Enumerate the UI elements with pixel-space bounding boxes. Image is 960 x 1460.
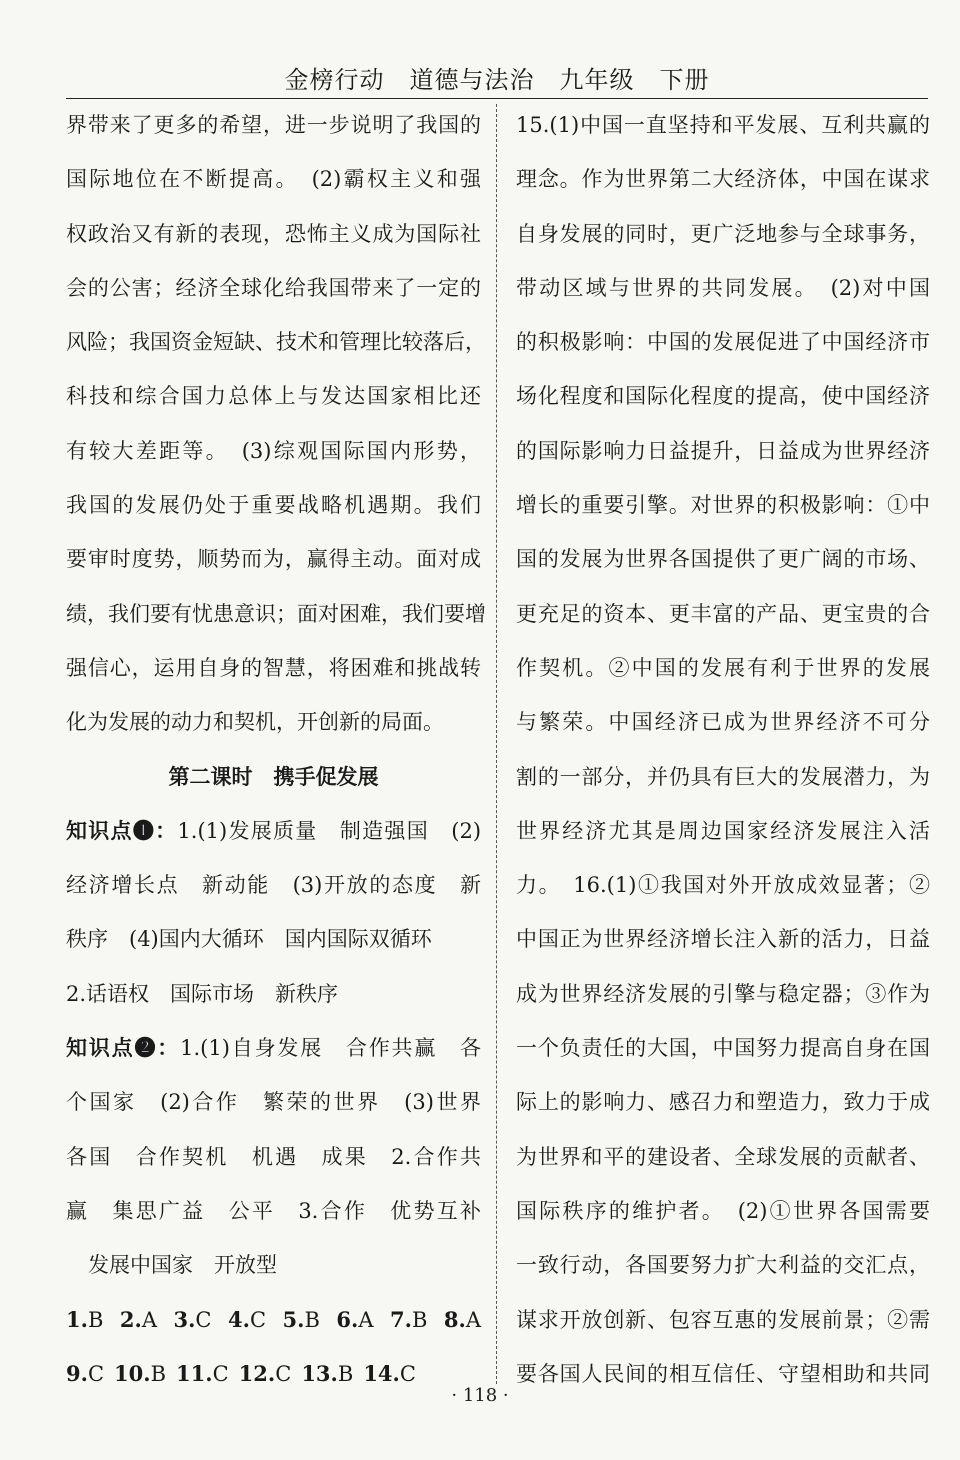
knowledge-point-1-line: 2.话语权 国际市场 新秩序: [66, 981, 339, 1006]
text-line: 力。 16.(1)①我国对外开放成效显著；②: [516, 873, 930, 898]
answers-row-1: [66, 1293, 481, 1347]
answer: 13.B: [301, 1360, 354, 1386]
answer: 14.C: [363, 1360, 416, 1386]
answer: 4.C: [228, 1306, 267, 1332]
right-column: [516, 98, 930, 1401]
answer: 11.C: [176, 1360, 229, 1386]
answer: 3.C: [173, 1306, 212, 1332]
answer: 2.A: [119, 1306, 157, 1332]
knowledge-point-1-line: [66, 804, 481, 858]
text-line: 自身发展的同时，更广泛地参与全球事务，: [516, 221, 930, 246]
knowledge-point-1-line: 秩序 (4)国内大循环 国内国际双循环: [66, 927, 432, 952]
text-line: 一个负责任的大国，中国努力提高自身在国: [516, 1036, 930, 1061]
knowledge-point-2-line: 各国 合作契机 机遇 成果 2.合作共: [66, 1144, 481, 1169]
text-line: 际上的影响力、感召力和塑造力，致力于成: [516, 1090, 930, 1115]
text-line: 界带来了更多的希望，进一步说明了我国的: [66, 113, 481, 137]
text-line: 科技和综合国力总体上与发达国家相比还: [66, 384, 481, 409]
knowledge-point-2-line: [66, 1021, 481, 1075]
knowledge-point-1-line: 经济增长点 新动能 (3)开放的态度 新: [66, 873, 481, 898]
text-line: 带动区域与世界的共同发展。 (2)对中国: [516, 275, 930, 300]
left-column: [66, 98, 486, 1401]
answer: 6.A: [336, 1306, 374, 1332]
text-line: 场化程度和国际化程度的提高，使中国经济: [516, 384, 930, 409]
text-line: 绩，我们要有忧患意识；面对困难，我们要增: [66, 601, 486, 626]
text-line: 成为世界经济发展的引擎与稳定器；③作为: [516, 981, 930, 1006]
answer: 12.C: [238, 1360, 292, 1386]
text-line: 强信心，运用自身的智慧，将困难和挑战转: [66, 655, 481, 680]
knowledge-point-2-line: 个国家 (2)合作 繁荣的世界 (3)世界: [66, 1090, 481, 1115]
text-line: 权政治又有新的表现，恐怖主义成为国际社: [66, 221, 481, 246]
text-line: 一致行动，各国要努力扩大利益的交汇点，: [516, 1253, 930, 1278]
answer: 8.A: [443, 1306, 481, 1332]
text-line: 作契机。②中国的发展有利于世界的发展: [516, 655, 930, 680]
text-line: 的积极影响：中国的发展促进了中国经济市: [516, 330, 930, 355]
answer: 5.B: [282, 1306, 320, 1332]
text-line: 要审时度势，顺势而为，赢得主动。面对成: [66, 547, 481, 572]
text-line: 理念。作为世界第二大经济体，中国在谋求: [516, 167, 930, 192]
kp1-text: 1.(1)发展质量 制造强国 (2): [177, 818, 482, 843]
page-number: · 118 ·: [451, 1385, 509, 1406]
text-line: 世界经济尤其是周边国家经济发展注入活: [516, 818, 930, 843]
knowledge-point-2-line: 发展中国家 开放型: [88, 1253, 277, 1278]
section-title: 第二课时 携手促发展: [168, 763, 379, 789]
answer: 7.B: [390, 1306, 428, 1332]
text-line: 化为发展的动力和契机，开创新的局面。: [66, 710, 444, 735]
text-line: 国际地位在不断提高。 (2)霸权主义和强: [66, 167, 481, 192]
text-line: 更充足的资本、更丰富的产品、更宝贵的合: [516, 601, 930, 626]
text-line: 国际秩序的维护者。 (2)①世界各国需要: [516, 1198, 930, 1223]
text-line: 风险；我国资金短缺、技术和管理比较落后，: [66, 330, 486, 355]
text-line: 15.(1)中国一直坚持和平发展、互利共赢的: [516, 113, 930, 137]
knowledge-point-2-line: 赢 集思广益 公平 3.合作 优势互补: [66, 1198, 481, 1223]
answer: 9.C: [66, 1360, 105, 1386]
text-line: 割的一部分，并仍具有巨大的发展潜力，为: [516, 764, 930, 789]
knowledge-point-1-label: 知识点❶：: [66, 817, 178, 843]
text-line: 谋求开放创新、包容互惠的发展前景；②需: [516, 1307, 930, 1332]
text-line: 中国正为世界经济增长注入新的活力，日益: [516, 927, 930, 952]
page-header: 金榜行动 道德与法治 九年级 下册: [284, 66, 710, 94]
column-divider: [496, 104, 497, 1384]
text-line: 会的公害；经济全球化给我国带来了一定的: [66, 275, 481, 300]
answer: 1.B: [66, 1306, 104, 1332]
text-line: 我国的发展仍处于重要战略机遇期。我们: [66, 493, 481, 518]
text-line: 国的发展为世界各国提供了更广阔的市场、: [516, 547, 930, 572]
text-line: 要各国人民间的相互信任、守望相助和共同: [516, 1361, 930, 1386]
text-line: 有较大差距等。 (3)综观国际国内形势，: [66, 438, 481, 463]
text-line: 的国际影响力日益提升，日益成为世界经济: [516, 438, 930, 463]
knowledge-point-2-label: 知识点❷：: [66, 1035, 181, 1061]
text-line: 为世界和平的建设者、全球发展的贡献者、: [516, 1144, 930, 1169]
kp2-text: 1.(1)自身发展 合作共赢 各: [180, 1036, 481, 1061]
answer: 10.B: [114, 1360, 167, 1386]
text-line: 增长的重要引擎。对世界的积极影响：①中: [516, 493, 930, 518]
text-line: 与繁荣。中国经济已成为世界经济不可分: [516, 710, 930, 735]
